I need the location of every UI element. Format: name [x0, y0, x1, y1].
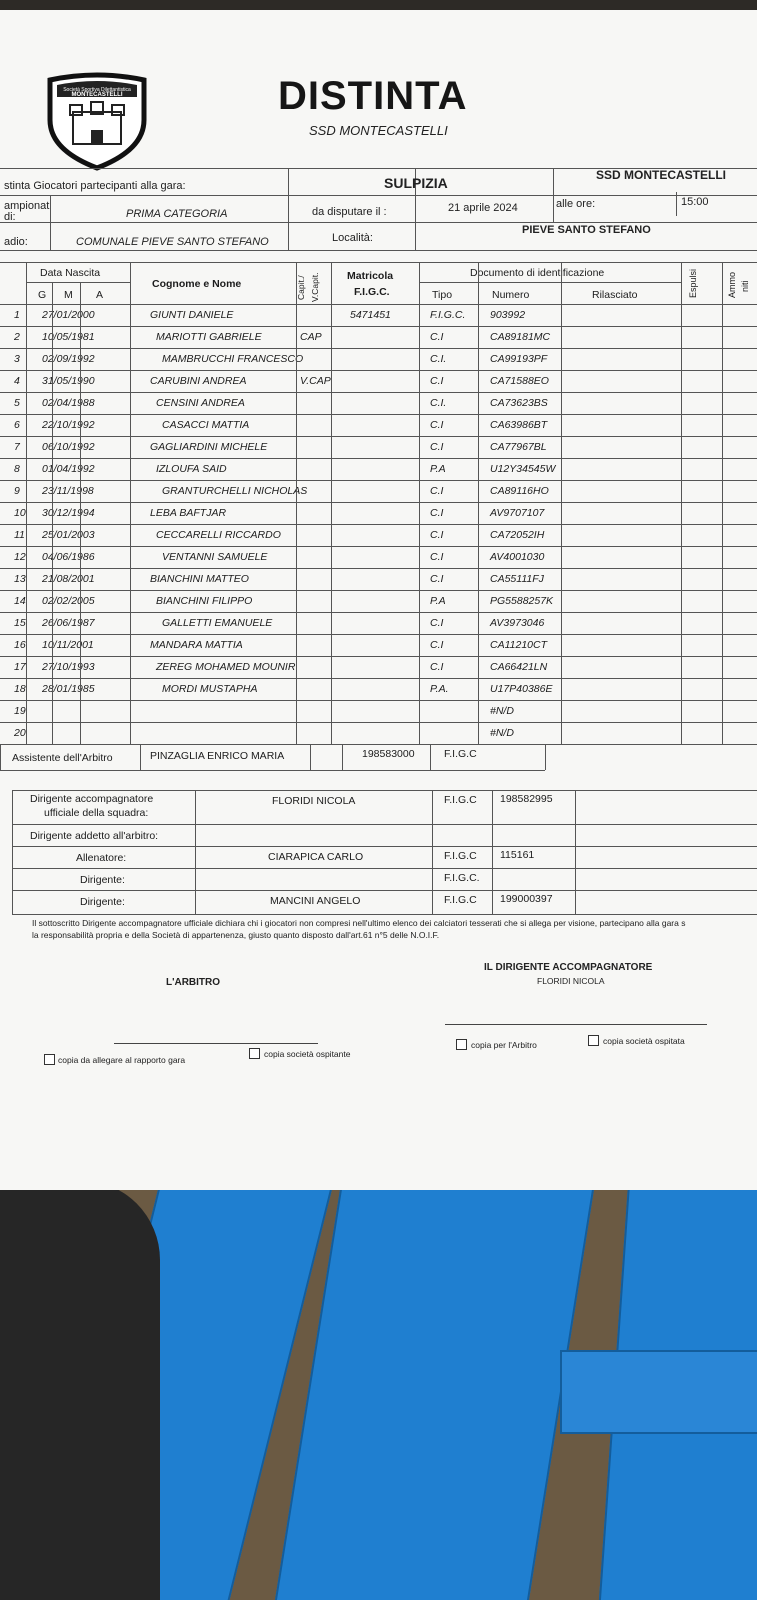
player-name: VENTANNI SAMUELE — [162, 551, 268, 563]
col-espulsi-header: Espulsi — [688, 268, 698, 298]
manager-title: IL DIRIGENTE ACCOMPAGNATORE — [484, 962, 653, 973]
player-doc-type: C.I — [430, 441, 444, 453]
staff-doc-number: 199000397 — [500, 893, 553, 905]
staff-rule — [492, 790, 493, 914]
table-rule — [0, 348, 757, 349]
table-rule — [140, 744, 141, 770]
player-birth-date: 10/11/2001 — [42, 639, 94, 651]
staff-role-label: Dirigente: — [80, 896, 125, 908]
table-rule — [296, 262, 297, 744]
table-rule — [0, 634, 757, 635]
row-number: 2 — [14, 331, 20, 343]
player-birth-date: 02/04/1988 — [42, 397, 95, 409]
staff-rule — [432, 790, 433, 914]
player-doc-number: #N/D — [490, 727, 514, 739]
table-rule — [331, 262, 332, 744]
player-name: CARUBINI ANDREA — [150, 375, 247, 387]
date-value: 21 aprile 2024 — [448, 202, 518, 214]
col-captain-header: Capit./ — [296, 275, 306, 300]
player-doc-number: #N/D — [490, 705, 514, 717]
assistant-doc-type: F.I.G.C — [444, 748, 477, 760]
assistant-name: PINZAGLIA ENRICO MARIA — [150, 750, 285, 762]
logo-text-top: Società Sportiva Dilettantistica — [63, 87, 131, 93]
table-rule — [0, 744, 1, 770]
copy-referee-checkbox[interactable] — [456, 1039, 467, 1050]
row-number: 8 — [14, 463, 20, 475]
player-birth-date: 26/06/1987 — [42, 617, 95, 629]
staff-rule — [12, 914, 757, 915]
player-doc-type: P.A. — [430, 683, 449, 695]
staff-role-label-2: ufficiale della squadra: — [44, 807, 149, 819]
col-name-header: Cognome e Nome — [152, 278, 242, 290]
player-doc-type: C.I — [430, 661, 444, 673]
document-title: DISTINTA — [278, 74, 468, 118]
staff-rule — [12, 868, 757, 869]
player-doc-number: CA77967BL — [490, 441, 547, 453]
bench-crossbar — [560, 1350, 757, 1434]
staff-doc-number: 198582995 — [500, 793, 553, 805]
player-birth-date: 27/10/1993 — [42, 661, 95, 673]
player-name: CENSINI ANDREA — [156, 397, 245, 409]
away-team: SSD MONTECASTELLI — [596, 168, 727, 182]
row-number: 14 — [14, 595, 26, 607]
table-rule — [0, 502, 757, 503]
col-numero-header: Numero — [492, 289, 530, 301]
player-doc-number: U12Y34545W — [490, 463, 556, 475]
staff-doc-number: 115161 — [500, 849, 535, 861]
table-rule — [0, 262, 757, 263]
rule — [0, 222, 757, 223]
table-rule — [0, 524, 757, 525]
staff-doc-type: F.I.G.C — [444, 894, 477, 906]
referee-title: L'ARBITRO — [166, 977, 221, 988]
staff-rule — [12, 790, 757, 791]
home-team: SULPIZIA — [384, 175, 448, 191]
row-number: 11 — [14, 529, 25, 541]
table-rule — [0, 392, 757, 393]
row-number: 20 — [14, 727, 26, 739]
player-name: CASACCI MATTIA — [162, 419, 250, 431]
staff-role-label: Dirigente: — [80, 874, 125, 886]
table-rule — [561, 262, 562, 744]
document-subtitle: SSD MONTECASTELLI — [309, 123, 448, 138]
player-doc-number: CA71588EO — [490, 375, 549, 387]
player-doc-number: CA63986BT — [490, 419, 548, 431]
player-doc-type: C.I — [430, 419, 444, 431]
rule — [288, 168, 289, 250]
row-number: 3 — [14, 353, 20, 365]
row-number: 19 — [14, 705, 26, 717]
player-doc-type: C.I — [430, 507, 444, 519]
player-name: MANDARA MATTIA — [150, 639, 243, 651]
row-number: 6 — [14, 419, 20, 431]
table-rule — [722, 262, 723, 744]
table-rule — [0, 436, 757, 437]
table-rule — [478, 262, 479, 744]
player-name: MAMBRUCCHI FRANCESCO — [162, 353, 304, 365]
table-rule — [310, 744, 311, 770]
staff-doc-type: F.I.G.C — [444, 850, 477, 862]
col-ammoniti-header: Ammo — [727, 271, 737, 298]
table-rule — [0, 326, 757, 327]
table-rule — [0, 770, 545, 771]
player-birth-date: 06/10/1992 — [42, 441, 95, 453]
table-rule — [681, 262, 682, 744]
copy-host-label: copia società ospitante — [264, 1049, 351, 1059]
player-doc-number: 903992 — [490, 309, 526, 321]
stadium-value: COMUNALE PIEVE SANTO STEFANO — [76, 236, 269, 248]
table-rule — [342, 744, 343, 770]
player-doc-type: C.I. — [430, 397, 447, 409]
manager-name: FLORIDI NICOLA — [537, 976, 605, 986]
player-name: MORDI MUSTAPHA — [162, 683, 258, 695]
player-doc-number: U17P40386E — [490, 683, 553, 695]
row-number: 10 — [14, 507, 26, 519]
col-a-header: A — [96, 289, 104, 301]
table-rule — [0, 458, 757, 459]
staff-rule — [12, 890, 757, 891]
player-name: CECCARELLI RICCARDO — [156, 529, 281, 541]
player-birth-date: 28/01/1985 — [42, 683, 95, 695]
player-doc-number: CA89116HO — [490, 485, 549, 497]
player-doc-number: CA99193PF — [490, 353, 548, 365]
player-name: LEBA BAFTJAR — [150, 507, 227, 519]
player-doc-number: CA66421LN — [490, 661, 548, 673]
locality-value: PIEVE SANTO STEFANO — [522, 224, 651, 236]
player-birth-date: 02/09/1992 — [42, 353, 95, 365]
table-rule — [0, 304, 757, 305]
staff-name: MANCINI ANGELO — [270, 895, 361, 907]
copy-host-checkbox[interactable] — [249, 1048, 260, 1059]
staff-role-label: Allenatore: — [76, 852, 127, 864]
table-rule — [0, 590, 757, 591]
table-rule — [0, 678, 757, 679]
time-value: 15:00 — [681, 196, 709, 208]
player-captain: V.CAP — [300, 375, 331, 387]
col-birth-header: Data Nascita — [40, 267, 101, 279]
table-rule — [545, 744, 546, 770]
championship-value: PRIMA CATEGORIA — [126, 208, 228, 220]
row-number: 9 — [14, 485, 20, 497]
table-rule — [0, 744, 757, 745]
player-birth-date: 10/05/1981 — [42, 331, 95, 343]
player-name: GRANTURCHELLI NICHOLAS — [162, 485, 308, 497]
player-birth-date: 02/02/2005 — [42, 595, 95, 607]
table-rule — [130, 262, 131, 744]
table-rule — [0, 414, 757, 415]
distinta-sheet — [0, 10, 757, 1190]
col-tipo-header: Tipo — [432, 289, 453, 301]
player-doc-number: PG5588257K — [490, 595, 554, 607]
assistant-label: Assistente dell'Arbitro — [12, 752, 113, 764]
player-birth-date: 21/08/2001 — [42, 573, 95, 585]
table-rule — [0, 612, 757, 613]
championship-label-1: ampionat — [4, 200, 50, 212]
background-bench — [0, 1180, 757, 1600]
player-doc-type: C.I — [430, 375, 444, 387]
staff-doc-type: F.I.G.C. — [444, 872, 480, 884]
player-birth-date: 30/12/1994 — [42, 507, 95, 519]
player-doc-type: C.I — [430, 639, 444, 651]
row-number: 1 — [14, 309, 20, 321]
table-rule — [26, 262, 27, 744]
row-number: 16 — [14, 639, 26, 651]
copy-report-label: copia da allegare al rapporto gara — [58, 1055, 186, 1065]
staff-role-label: Dirigente addetto all'arbitro: — [30, 830, 159, 842]
player-birth-date: 27/01/2000 — [42, 309, 95, 321]
player-doc-type: C.I — [430, 485, 444, 497]
date-label: da disputare il : — [312, 206, 387, 218]
staff-role-label: Dirigente accompagnatore — [30, 793, 154, 805]
time-label: alle ore: — [556, 198, 596, 210]
row-number: 17 — [14, 661, 26, 673]
assistant-matricola: 198583000 — [362, 748, 415, 760]
row-number: 7 — [14, 441, 20, 453]
player-name: GAGLIARDINI MICHELE — [150, 441, 268, 453]
player-name: ZEREG MOHAMED MOUNIR — [156, 661, 296, 673]
declaration-line-1: Il sottoscritto Dirigente accompagnatore ufficiale dichiara chi i giocatori non compresi nell'ultimo elenco dei calciatori tesserati che si allega per visione, partecipano alla gara s — [32, 918, 686, 928]
rule — [50, 195, 51, 250]
player-name: GIUNTI DANIELE — [150, 309, 234, 321]
row-number: 4 — [14, 375, 20, 387]
table-rule — [26, 282, 130, 283]
club-crest-logo — [40, 72, 154, 172]
table-rule — [419, 262, 420, 744]
table-rule — [80, 282, 81, 744]
row-number: 5 — [14, 397, 20, 409]
player-name: BIANCHINI FILIPPO — [156, 595, 253, 607]
col-m-header: M — [64, 289, 73, 301]
table-rule — [52, 282, 53, 744]
player-name: MARIOTTI GABRIELE — [156, 331, 262, 343]
staff-rule — [12, 846, 757, 847]
staff-doc-type: F.I.G.C — [444, 794, 477, 806]
player-doc-number: CA11210CT — [490, 639, 548, 651]
player-doc-number: CA55111FJ — [490, 573, 544, 585]
rule — [0, 250, 757, 251]
table-rule — [0, 656, 757, 657]
player-matricola: 5471451 — [350, 309, 391, 321]
player-doc-type: C.I — [430, 331, 444, 343]
row-number: 15 — [14, 617, 26, 629]
player-name: GALLETTI EMANUELE — [162, 617, 273, 629]
player-captain: CAP — [300, 331, 322, 343]
table-rule — [419, 282, 681, 283]
championship-label-2: di: — [4, 211, 16, 223]
col-document-header: Documento di identificazione — [470, 267, 605, 279]
copy-report-checkbox[interactable] — [44, 1054, 55, 1065]
staff-rule — [12, 824, 757, 825]
manager-signature-line — [445, 1024, 707, 1025]
list-label: stinta Giocatori partecipanti alla gara: — [4, 180, 186, 192]
table-rule — [0, 480, 757, 481]
staff-name: CIARAPICA CARLO — [268, 851, 364, 863]
player-doc-type: P.A — [430, 595, 446, 607]
copy-referee-label: copia per l'Arbitro — [471, 1040, 537, 1050]
player-doc-number: AV3973046 — [490, 617, 545, 629]
player-name: IZLOUFA SAID — [156, 463, 227, 475]
col-figc-header: F.I.G.C. — [354, 286, 390, 298]
player-name: BIANCHINI MATTEO — [150, 573, 249, 585]
table-rule — [0, 370, 757, 371]
player-doc-number: CA89181MC — [490, 331, 551, 343]
col-matricola-header: Matricola — [347, 270, 394, 282]
row-number: 12 — [14, 551, 26, 563]
table-rule — [0, 546, 757, 547]
referee-signature-line — [114, 1043, 318, 1044]
player-doc-number: CA73623BS — [490, 397, 548, 409]
player-birth-date: 25/01/2003 — [42, 529, 95, 541]
col-rilasciato-header: Rilasciato — [592, 289, 638, 301]
declaration-line-2: la responsabilità propria e della Società di appartenenza, giusto quanto disposto dall'art.61 n°5 delle N.O.I.F. — [32, 930, 440, 940]
player-doc-type: C.I. — [430, 353, 447, 365]
col-vcaptain-header: V.Capit. — [310, 272, 320, 302]
table-rule — [0, 568, 757, 569]
player-birth-date: 22/10/1992 — [42, 419, 95, 431]
rule — [676, 192, 677, 216]
player-birth-date: 23/11/1998 — [42, 485, 94, 497]
logo-text-name: MONTECASTELLI — [71, 92, 123, 98]
col-ammoniti-header-2: niti — [740, 280, 750, 292]
locality-label: Località: — [332, 232, 373, 244]
copy-guest-label: copia società ospitata — [603, 1036, 685, 1046]
player-doc-number: AV9707107 — [490, 507, 545, 519]
row-number: 18 — [14, 683, 26, 695]
person-jacket — [0, 1180, 160, 1600]
player-doc-type: F.I.G.C. — [430, 309, 466, 321]
player-birth-date: 31/05/1990 — [42, 375, 95, 387]
table-rule — [0, 722, 757, 723]
stadium-label: adio: — [4, 236, 28, 248]
staff-rule — [12, 790, 13, 914]
player-birth-date: 04/06/1986 — [42, 551, 95, 563]
table-rule — [430, 744, 431, 770]
player-doc-type: C.I — [430, 617, 444, 629]
row-number: 13 — [14, 573, 26, 585]
staff-rule — [195, 790, 196, 914]
player-doc-number: CA72052IH — [490, 529, 545, 541]
staff-name: FLORIDI NICOLA — [272, 795, 356, 807]
player-doc-type: C.I — [430, 573, 444, 585]
player-doc-type: C.I — [430, 551, 444, 563]
rule — [553, 168, 554, 222]
player-doc-type: C.I — [430, 529, 444, 541]
rule — [0, 195, 757, 196]
copy-guest-checkbox[interactable] — [588, 1035, 599, 1046]
table-rule — [0, 700, 757, 701]
player-doc-type: P.A — [430, 463, 446, 475]
player-birth-date: 01/04/1992 — [42, 463, 95, 475]
player-doc-number: AV4001030 — [490, 551, 545, 563]
staff-rule — [575, 790, 576, 914]
col-g-header: G — [38, 289, 47, 301]
